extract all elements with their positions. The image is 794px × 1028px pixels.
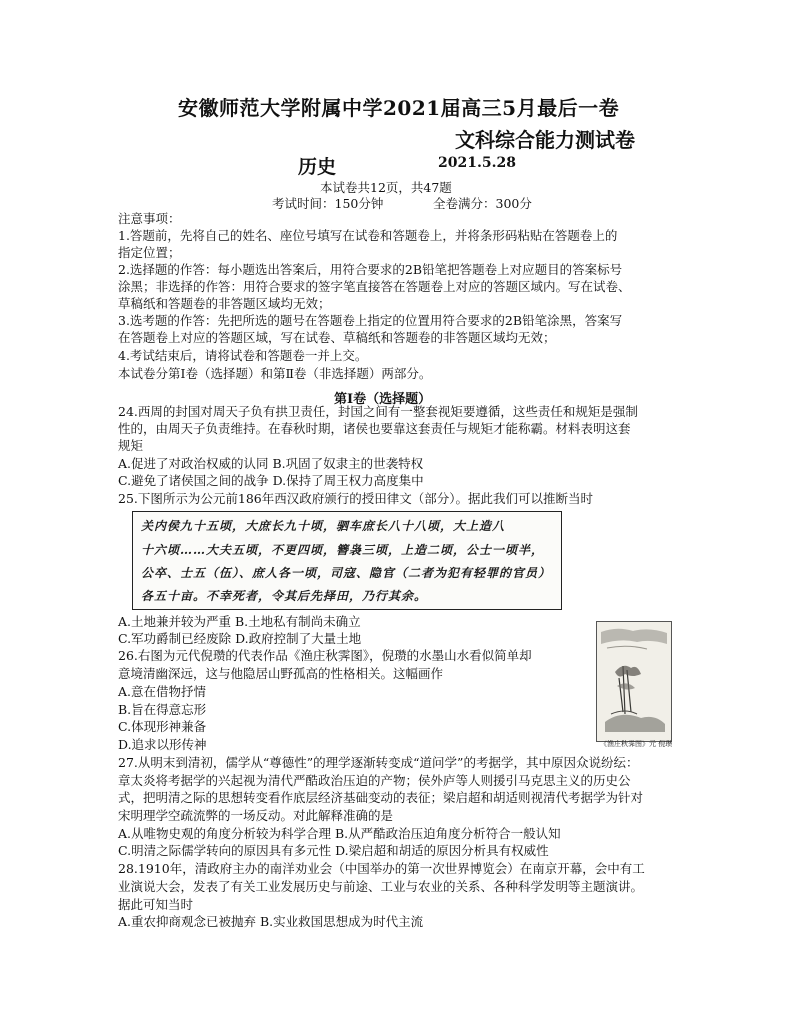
exam-date: 2021.5.28 — [438, 155, 516, 171]
q25-law-text-box — [132, 511, 562, 610]
notice-line: 3.选考题的作答：先把所选的题号在答题卷上指定的位置用符合要求的2B铅笔涂黑，答案写 — [118, 313, 623, 328]
notice-line: 涂黑；非选择的作答：用符合要求的签字笔直接答在答题卷上对应的答题区域内。写在试卷、 — [118, 279, 631, 294]
q25-option-line: C.军功爵制已经废除 D.政府控制了大量土地 — [118, 631, 362, 646]
q25-law-line: 十六顷……大夫五顷，不更四顷，簪袅三顷，上造二顷，公士一顷半， — [141, 543, 545, 557]
q26-option: B.旨在得意忘形 — [118, 702, 207, 717]
q27-stem-line: 式，把明清之际的思想转变看作底层经济基础变动的表征；梁启超和胡适则视清代考据学为针对 — [118, 790, 644, 805]
subject-title: 历史 — [298, 156, 337, 178]
q24-stem-line: 24.西周的封国对周天子负有拱卫责任，封国之间有一整套视矩要遵循，这些责任和规矩是强制 — [118, 404, 638, 419]
q28-stem-line: 业演说大会，发表了有关工业发展历史与前途、工业与农业的关系、各种科学发明等主题演讲。 — [118, 879, 644, 894]
q24-stem-line: 规矩 — [118, 438, 144, 453]
exam-info: 本试卷共12页，共47题 — [320, 180, 452, 195]
q24-option-line: C.避免了诸侯国之间的战争 D.保持了周王权力高度集中 — [118, 473, 424, 488]
q25-option-line: A.土地兼并较为严重 B.土地私有制尚未确立 — [118, 614, 361, 629]
notice-line: 本试卷分第Ⅰ卷（选择题）和第Ⅱ卷（非选择题）两部分。 — [118, 366, 432, 381]
notice-line: 4.考试结束后，请将试卷和答题卷一并上交。 — [118, 348, 368, 363]
notice-line: 指定位置； — [118, 245, 181, 260]
q25-law-line: 关内侯九十五顷，大庶长九十顷，驷车庶长八十八顷，大上造八 — [141, 519, 506, 533]
q24-option-line: A.促进了对政治权威的认同 B.巩固了奴隶主的世袭特权 — [118, 456, 424, 471]
exam-time: 考试时间：150分钟 — [272, 196, 384, 211]
q26-stem-line: 意境清幽深远，这与他隐居山野孤高的性格相关。这幅画作 — [118, 666, 444, 681]
q25-stem: 25.下图所示为公元前186年西汉政府颁行的授田律文（部分）。据此我们可以推断当时 — [118, 491, 593, 506]
notice-line: 在答题卷上对应的答题区域，写在试卷、草稿纸和答题卷的非答题区域均无效； — [118, 330, 556, 345]
notice-line: 1.答题前，先将自己的姓名、座位号填写在试卷和答题卷上，并将条形码粘贴在答题卷上的 — [118, 228, 618, 243]
q27-option-line: A.从唯物史观的角度分析较为科学合理 B.从严酷政治压迫角度分析符合一般认知 — [118, 826, 561, 841]
q27-stem-line: 章太炎将考据学的兴起视为清代严酷政治压迫的产物；侯外庐等人则援引马克思主义的历史公 — [118, 773, 631, 788]
q28-option-line: A.重农抑商观念已被抛弃 B.实业救国思想成为时代主流 — [118, 914, 424, 929]
q27-option-line: C.明清之际儒学转向的原因具有多元性 D.梁启超和胡适的原因分析具有权威性 — [118, 843, 549, 858]
yuzhuang-painting-image — [596, 621, 672, 742]
notice-line: 草稿纸和答题卷的非答题区域均无效； — [118, 296, 331, 311]
exam-full-score: 全卷满分：300分 — [433, 196, 532, 211]
q26-option: D.追求以形传神 — [118, 737, 207, 752]
q27-stem-line: 27.从明末到清初，儒学从“尊德性”的理学逐渐转变成“道问学”的考据学，其中原因众说纷纭： — [118, 755, 639, 770]
section-title: 第Ⅰ卷（选择题） — [334, 392, 432, 407]
notice-line: 2.选择题的作答：每小题选出答案后，用符合要求的2B铅笔把答题卷上对应题目的答案标号 — [118, 262, 623, 277]
q27-stem-line: 宋明理学空疏流弊的一场反动。对此解释准确的是 — [118, 808, 394, 823]
q24-stem-line: 性的，由周天子负责维持。在春秋时期，诸侯也要靠这套责任与规矩才能称霸。材料表明这套 — [118, 421, 631, 436]
painting-caption: 《渔庄秋霁图》元 倪瓒 — [600, 740, 673, 748]
exam-title-line1: 安徽师范大学附属中学2021届高三5月最后一卷 — [178, 96, 620, 120]
notice-heading: 注意事项： — [118, 211, 181, 226]
q26-option: C.体现形神兼备 — [118, 719, 207, 734]
q28-stem-line: 据此可知当时 — [118, 897, 194, 912]
q26-stem-line: 26.右图为元代倪瓒的代表作品《渔庄秋霁图》，倪瓒的水墨山水看似简单却 — [118, 648, 532, 663]
q26-option: A.意在借物抒情 — [118, 684, 207, 699]
painting-illustration — [597, 622, 671, 741]
q25-law-line: 公卒、士五（伍）、庶人各一顷，司寇、隐官（二者为犯有轻罪的官员） — [141, 566, 552, 580]
q25-law-line: 各五十亩。不幸死者，令其后先择田，乃行其余。 — [141, 589, 428, 603]
q28-stem-line: 28.1910年，清政府主办的南洋劝业会（中国举办的第一次世界博览会）在南京开幕，会中有工 — [118, 861, 645, 876]
exam-title-line2: 文科综合能力测试卷 — [455, 128, 635, 152]
